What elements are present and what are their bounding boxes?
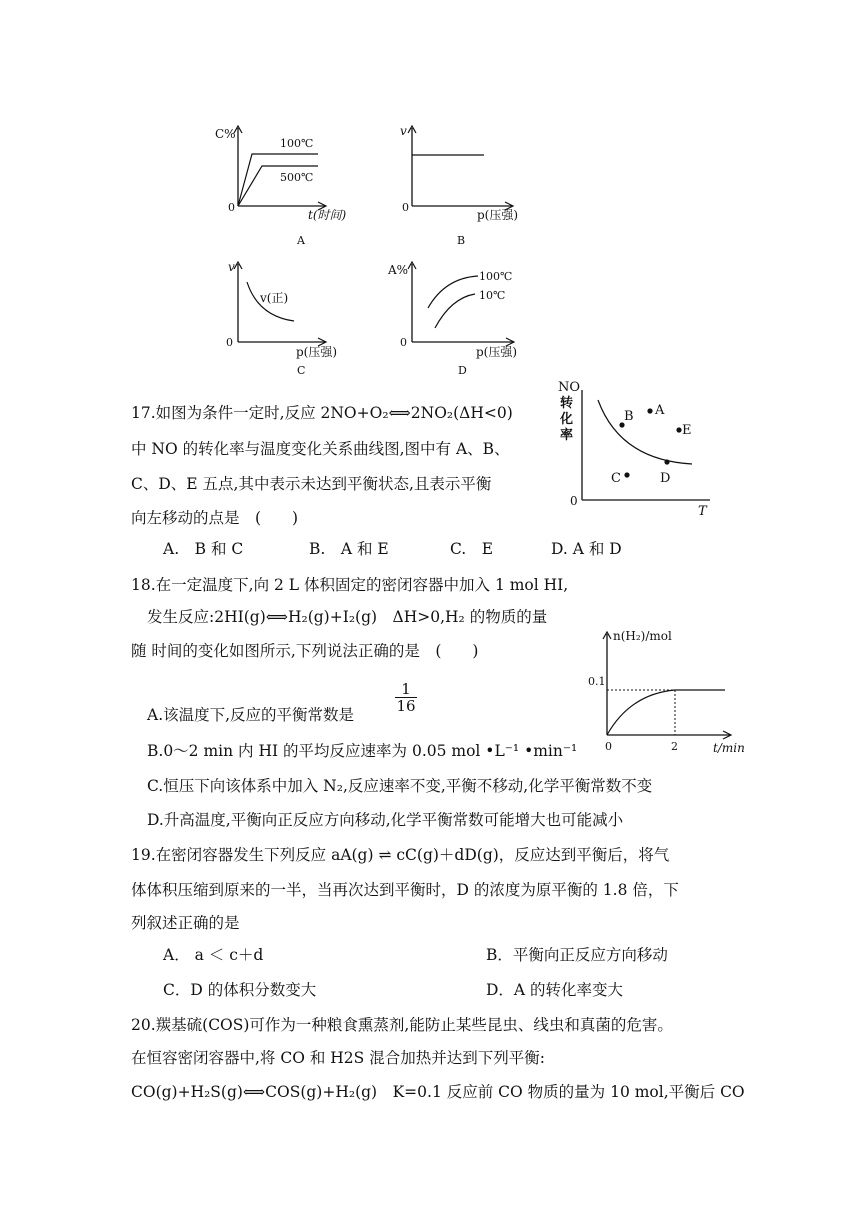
- q17-graph-xlabel: T: [698, 504, 707, 519]
- graph-b: [390, 118, 530, 248]
- q17-line-2: 中 NO 的转化率与温度变化关系曲线图,图中有 A、B、: [131, 440, 510, 458]
- q18-option-b: B.0～2 min 内 HI 的平均反应速率为 0.05 mol •L⁻¹ •min⁻¹: [147, 742, 578, 760]
- graph-a-xlabel: t(时间): [308, 208, 347, 222]
- graph-d-ylabel: A%: [388, 263, 409, 277]
- q19-line-1: 19.在密闭容器发生下列反应 aA(g) ⇌ cC(g)＋dD(g)，反应达到平衡后，将气: [131, 846, 670, 864]
- q19-option-d: D．A 的转化率变大: [486, 981, 624, 999]
- q19-option-c: C．D 的体积分数变大: [163, 981, 317, 999]
- graph-c-origin: 0: [226, 336, 233, 349]
- q20-line-2: 在恒容密闭容器中,将 CO 和 H2S 混合加热并达到下列平衡:: [131, 1049, 545, 1067]
- q17-point-d: D: [660, 471, 671, 486]
- graph-b-caption: B: [457, 234, 466, 247]
- graph-c: [210, 256, 340, 378]
- graph-a: [210, 118, 347, 248]
- q18-option-c: C.恒压下向该体系中加入 N₂,反应速率不变,平衡不移动,化学平衡常数不变: [147, 777, 653, 795]
- graph-d: [385, 256, 530, 378]
- graph-a-curve-hi: 100℃: [280, 137, 314, 150]
- q18-fraction: [395, 682, 417, 713]
- graph-d-origin: 0: [400, 336, 407, 349]
- q20-line-3: CO(g)+H₂S(g)⟺COS(g)+H₂(g) K=0.1 反应前 CO 物质的量为 10 mol,平衡后 CO: [131, 1083, 745, 1101]
- graph-a-origin: 0: [228, 201, 235, 214]
- q18-option-d: D.升高温度,平衡向正反应方向移动,化学平衡常数可能增大也可能减小: [147, 811, 624, 829]
- q19-line-2: 体体积压缩到原来的一半，当再次达到平衡时，D 的浓度为原平衡的 1.8 倍，下: [131, 881, 679, 899]
- q18-graph-xtick: 2: [671, 740, 678, 753]
- q18-line-2: 发生反应:2HI(g)⟺H₂(g)+I₂(g) ΔH>0,H₂ 的物质的量: [147, 608, 548, 626]
- q17-graph-ylabel-4: 率: [560, 428, 574, 443]
- graph-b-xlabel: p(压强): [477, 208, 519, 222]
- q18-graph: [585, 622, 750, 757]
- graph-d-caption: D: [458, 364, 467, 377]
- q20-line-1: 20.羰基硫(COS)可作为一种粮食熏蒸剂,能防止某些昆虫、线虫和真菌的危害。: [131, 1016, 673, 1034]
- q17-point-b: B: [624, 409, 634, 424]
- q18-fraction-denominator: 16: [396, 697, 416, 715]
- q17-option-b: B. A 和 E: [309, 540, 389, 558]
- graph-a-curve-lo: 500℃: [280, 171, 314, 184]
- q17-graph-ylabel-2: 转: [560, 396, 574, 411]
- q18-line-1: 18.在一定温度下,向 2 L 体积固定的密闭容器中加入 1 mol HI,: [131, 576, 569, 594]
- q17-graph-ylabel-1: NO: [558, 380, 581, 395]
- q18-line-3: 随 时间的变化如图所示,下列说法正确的是 ( ): [131, 642, 479, 660]
- q17-graph-ylabel-3: 化: [560, 412, 574, 427]
- q17-point-a: A: [655, 403, 665, 418]
- q17-point-c: C: [611, 471, 621, 486]
- q18-graph-ylabel: n(H₂)/mol: [613, 629, 672, 643]
- q19-option-b: B．平衡向正反应方向移动: [486, 946, 668, 964]
- q19-line-3: 列叙述正确的是: [131, 914, 240, 932]
- q17-line-3: C、D、E 五点,其中表示未达到平衡状态,且表示平衡: [131, 475, 492, 493]
- graph-c-caption: C: [297, 364, 306, 377]
- q17-point-e: E: [682, 423, 692, 438]
- q17-line-4: 向左移动的点是 ( ): [131, 509, 299, 527]
- q19-option-a: A． a ＜ c＋d: [163, 946, 264, 964]
- q17-graph-origin: 0: [570, 494, 578, 508]
- q17-option-a: A. B 和 C: [163, 540, 244, 558]
- q18-option-a: A.该温度下,反应的平衡常数是: [147, 706, 355, 724]
- graph-d-xlabel: p(压强): [476, 345, 518, 359]
- q18-graph-origin: 0: [605, 740, 612, 753]
- q18-fraction-numerator: 1: [401, 680, 411, 698]
- q18-graph-ytick: 0.1: [588, 675, 606, 688]
- q17-line-1: 17.如图为条件一定时,反应 2NO+O₂⟺2NO₂(ΔH<0): [131, 404, 513, 422]
- graph-d-curve-lo: 10℃: [479, 289, 506, 302]
- graph-a-ylabel: C%: [215, 127, 236, 141]
- graph-b-origin: 0: [402, 201, 409, 214]
- q17-graph: [550, 378, 720, 523]
- graph-c-xlabel: p(压强): [296, 345, 338, 359]
- graph-b-ylabel: v: [400, 124, 407, 138]
- q17-option-d: D. A 和 D: [551, 540, 622, 558]
- graph-a-caption: A: [297, 234, 305, 247]
- q17-option-c: C. E: [450, 540, 494, 558]
- graph-c-ylabel: v: [228, 260, 235, 274]
- q18-graph-xlabel: t/min: [713, 741, 745, 755]
- graph-d-curve-hi: 100℃: [479, 270, 513, 283]
- graph-c-curve: v(正): [260, 291, 289, 305]
